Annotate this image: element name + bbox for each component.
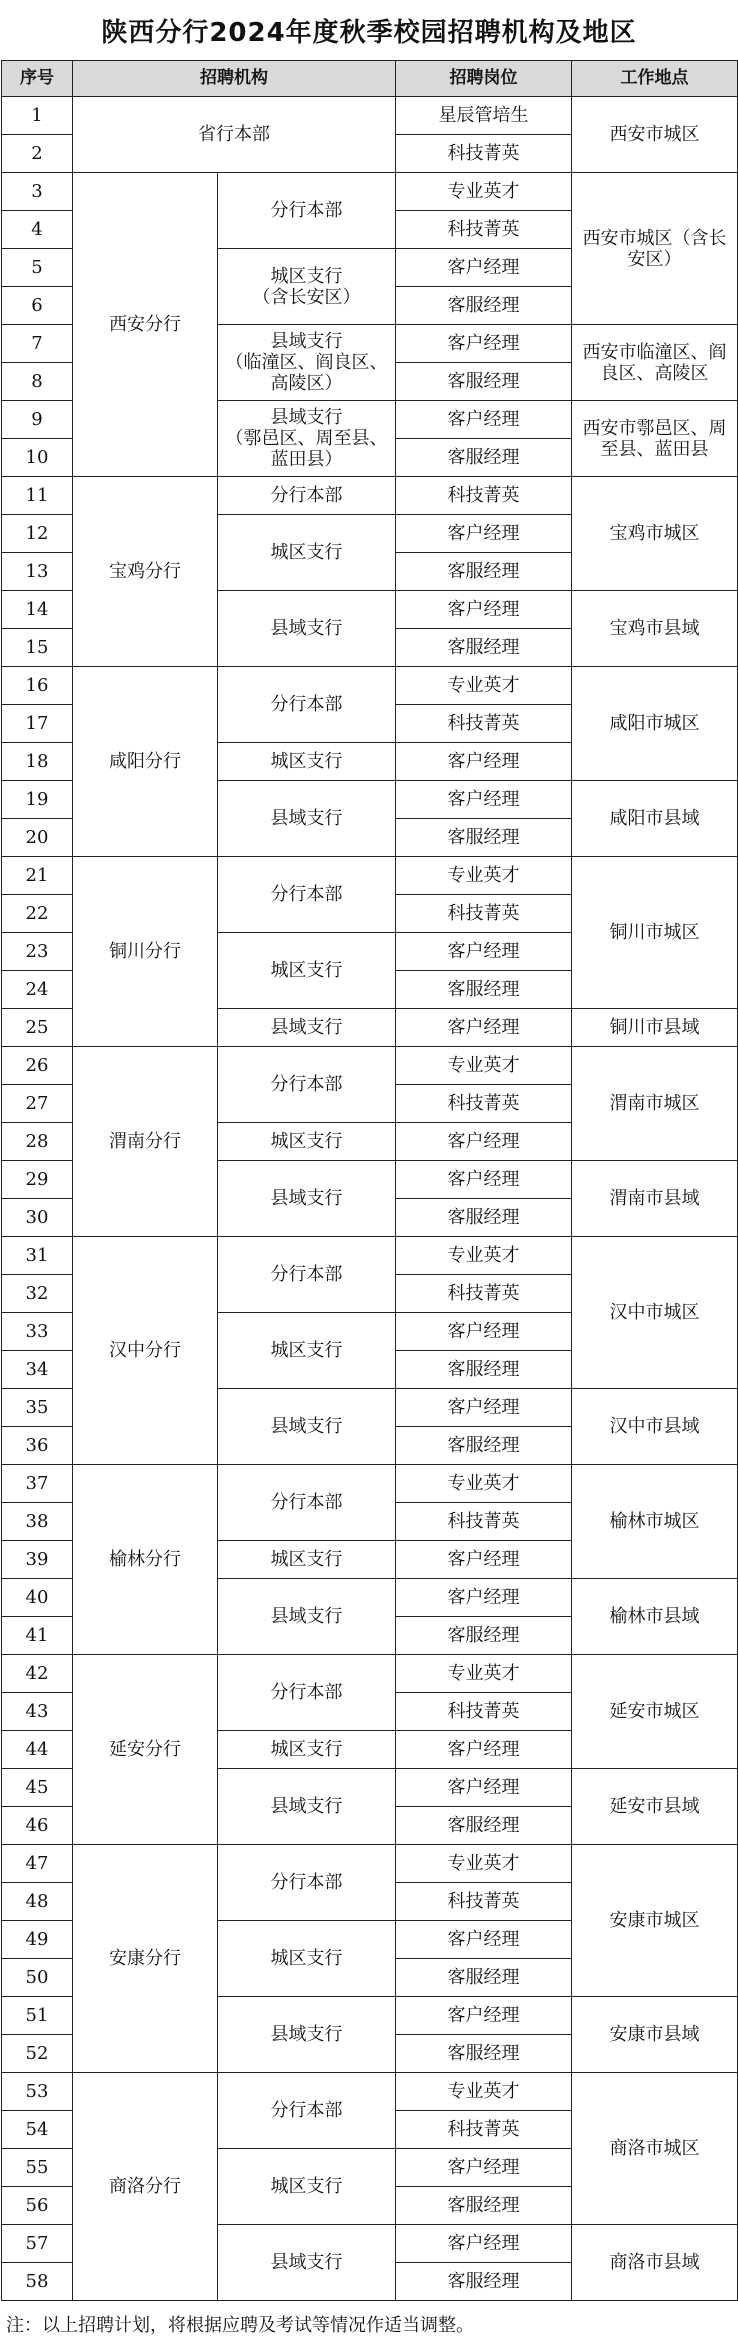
position-cell: 客户经理	[396, 1123, 572, 1161]
serial-number-cell: 19	[2, 781, 73, 819]
serial-number-cell: 28	[2, 1123, 73, 1161]
position-cell: 客户经理	[396, 515, 572, 553]
branch-cell: 汉中分行	[73, 1237, 218, 1465]
table-row	[2, 173, 738, 211]
sub-organization-cell: 县域支行	[218, 1161, 396, 1237]
serial-number-cell: 4	[2, 211, 73, 249]
sub-organization-cell: 分行本部	[218, 1237, 396, 1313]
serial-number-cell: 49	[2, 1921, 73, 1959]
sub-organization-cell: 分行本部	[218, 1655, 396, 1731]
serial-number-cell: 5	[2, 249, 73, 287]
position-cell: 客服经理	[396, 439, 572, 477]
position-cell: 专业英才	[396, 857, 572, 895]
position-cell: 客服经理	[396, 2263, 572, 2301]
location-cell: 汉中市城区	[572, 1237, 738, 1389]
position-cell: 客户经理	[396, 1009, 572, 1047]
position-cell: 科技菁英	[396, 1693, 572, 1731]
sub-organization-cell: 县域支行	[218, 1579, 396, 1655]
position-cell: 客户经理	[396, 743, 572, 781]
branch-cell: 西安分行	[73, 173, 218, 477]
table-row	[2, 97, 738, 135]
position-cell: 客户经理	[396, 781, 572, 819]
position-cell: 客户经理	[396, 1541, 572, 1579]
serial-number-cell: 10	[2, 439, 73, 477]
serial-number-cell: 39	[2, 1541, 73, 1579]
table-row	[2, 667, 738, 705]
sub-organization-cell: 县域支行	[218, 1389, 396, 1465]
position-cell: 客户经理	[396, 933, 572, 971]
page-title: 陕西分行2024年度秋季校园招聘机构及地区	[101, 17, 637, 48]
position-cell: 客服经理	[396, 819, 572, 857]
serial-number-cell: 31	[2, 1237, 73, 1275]
position-cell: 客服经理	[396, 553, 572, 591]
sub-organization-cell: 分行本部	[218, 1845, 396, 1921]
sub-organization-cell: 分行本部	[218, 1465, 396, 1541]
location-cell: 西安市城区（含长安区）	[572, 173, 738, 325]
serial-number-cell: 20	[2, 819, 73, 857]
table-row	[2, 1237, 738, 1275]
position-cell: 科技菁英	[396, 1503, 572, 1541]
position-cell: 客服经理	[396, 629, 572, 667]
sub-organization-cell: 县域支行	[218, 1009, 396, 1047]
position-cell: 专业英才	[396, 667, 572, 705]
position-cell: 客户经理	[396, 1997, 572, 2035]
location-cell: 安康市县域	[572, 1997, 738, 2073]
serial-number-cell: 11	[2, 477, 73, 515]
serial-number-cell: 42	[2, 1655, 73, 1693]
serial-number-cell: 56	[2, 2187, 73, 2225]
sub-organization-cell: 城区支行	[218, 743, 396, 781]
sub-organization-cell: 城区支行	[218, 1123, 396, 1161]
sub-organization-cell: 城区支行	[218, 1731, 396, 1769]
sub-organization-cell: 县域支行	[218, 1997, 396, 2073]
serial-number-cell: 27	[2, 1085, 73, 1123]
serial-number-cell: 22	[2, 895, 73, 933]
serial-number-cell: 58	[2, 2263, 73, 2301]
location-cell: 商洛市城区	[572, 2073, 738, 2225]
serial-number-cell: 34	[2, 1351, 73, 1389]
location-cell: 延安市城区	[572, 1655, 738, 1769]
sub-organization-cell: 县域支行	[218, 1769, 396, 1845]
sub-organization-cell: 分行本部	[218, 173, 396, 249]
sub-organization-cell: 分行本部	[218, 857, 396, 933]
location-cell: 西安市城区	[572, 97, 738, 173]
table-row	[2, 1047, 738, 1085]
serial-number-cell: 15	[2, 629, 73, 667]
position-cell: 客服经理	[396, 2187, 572, 2225]
sub-organization-cell: 县域支行 （临潼区、阎良区、 高陵区）	[218, 325, 396, 401]
table-row	[2, 2073, 738, 2111]
footnote: 注：以上招聘计划，将根据应聘及考试等情况作适当调整。	[6, 2315, 474, 2336]
serial-number-cell: 2	[2, 135, 73, 173]
serial-number-cell: 50	[2, 1959, 73, 1997]
header-recruiting-organization: 招聘机构	[73, 61, 396, 97]
serial-number-cell: 46	[2, 1807, 73, 1845]
serial-number-cell: 9	[2, 401, 73, 439]
serial-number-cell: 8	[2, 363, 73, 401]
branch-cell: 安康分行	[73, 1845, 218, 2073]
position-cell: 客户经理	[396, 325, 572, 363]
serial-number-cell: 7	[2, 325, 73, 363]
position-cell: 客服经理	[396, 1959, 572, 1997]
sub-organization-cell: 分行本部	[218, 1047, 396, 1123]
position-cell: 客服经理	[396, 363, 572, 401]
sub-organization-cell: 城区支行	[218, 1313, 396, 1389]
position-cell: 客户经理	[396, 2149, 572, 2187]
sub-organization-cell: 城区支行	[218, 515, 396, 591]
position-cell: 科技菁英	[396, 895, 572, 933]
serial-number-cell: 47	[2, 1845, 73, 1883]
location-cell: 汉中市县域	[572, 1389, 738, 1465]
position-cell: 科技菁英	[396, 477, 572, 515]
serial-number-cell: 54	[2, 2111, 73, 2149]
location-cell: 西安市鄠邑区、周至县、蓝田县	[572, 401, 738, 477]
position-cell: 客户经理	[396, 1731, 572, 1769]
sub-organization-cell: 分行本部	[218, 667, 396, 743]
serial-number-cell: 57	[2, 2225, 73, 2263]
position-cell: 专业英才	[396, 1047, 572, 1085]
header-serial-number: 序号	[2, 61, 73, 97]
location-cell: 宝鸡市县域	[572, 591, 738, 667]
sub-organization-cell: 县域支行	[218, 781, 396, 857]
table-row	[2, 1845, 738, 1883]
serial-number-cell: 44	[2, 1731, 73, 1769]
branch-cell: 渭南分行	[73, 1047, 218, 1237]
sub-organization-cell: 县域支行	[218, 591, 396, 667]
serial-number-cell: 14	[2, 591, 73, 629]
location-cell: 榆林市县域	[572, 1579, 738, 1655]
location-cell: 西安市临潼区、阎良区、高陵区	[572, 325, 738, 401]
position-cell: 专业英才	[396, 1655, 572, 1693]
serial-number-cell: 51	[2, 1997, 73, 2035]
table-body	[2, 97, 738, 2301]
position-cell: 客服经理	[396, 1617, 572, 1655]
branch-cell: 榆林分行	[73, 1465, 218, 1655]
serial-number-cell: 1	[2, 97, 73, 135]
location-cell: 咸阳市县域	[572, 781, 738, 857]
serial-number-cell: 43	[2, 1693, 73, 1731]
sub-organization-cell: 城区支行	[218, 2149, 396, 2225]
serial-number-cell: 41	[2, 1617, 73, 1655]
position-cell: 客户经理	[396, 591, 572, 629]
position-cell: 客服经理	[396, 1351, 572, 1389]
location-cell: 商洛市县域	[572, 2225, 738, 2301]
location-cell: 渭南市县域	[572, 1161, 738, 1237]
location-cell: 宝鸡市城区	[572, 477, 738, 591]
serial-number-cell: 52	[2, 2035, 73, 2073]
sub-organization-cell: 城区支行	[218, 1921, 396, 1997]
position-cell: 科技菁英	[396, 705, 572, 743]
serial-number-cell: 33	[2, 1313, 73, 1351]
branch-cell: 咸阳分行	[73, 667, 218, 857]
position-cell: 客户经理	[396, 1161, 572, 1199]
position-cell: 客服经理	[396, 1199, 572, 1237]
position-cell: 客户经理	[396, 1769, 572, 1807]
location-cell: 榆林市城区	[572, 1465, 738, 1579]
position-cell: 科技菁英	[396, 1085, 572, 1123]
table-row	[2, 1655, 738, 1693]
serial-number-cell: 13	[2, 553, 73, 591]
serial-number-cell: 17	[2, 705, 73, 743]
serial-number-cell: 3	[2, 173, 73, 211]
location-cell: 渭南市城区	[572, 1047, 738, 1161]
position-cell: 专业英才	[396, 1237, 572, 1275]
location-cell: 铜川市县域	[572, 1009, 738, 1047]
sub-organization-cell: 城区支行	[218, 1541, 396, 1579]
serial-number-cell: 32	[2, 1275, 73, 1313]
position-cell: 客户经理	[396, 2225, 572, 2263]
serial-number-cell: 53	[2, 2073, 73, 2111]
position-cell: 科技菁英	[396, 2111, 572, 2149]
recruitment-table	[1, 60, 738, 2301]
header-work-location: 工作地点	[572, 61, 738, 97]
serial-number-cell: 24	[2, 971, 73, 1009]
position-cell: 客户经理	[396, 1313, 572, 1351]
location-cell: 咸阳市城区	[572, 667, 738, 781]
location-cell: 延安市县域	[572, 1769, 738, 1845]
serial-number-cell: 21	[2, 857, 73, 895]
table-row	[2, 857, 738, 895]
position-cell: 专业英才	[396, 1465, 572, 1503]
serial-number-cell: 40	[2, 1579, 73, 1617]
serial-number-cell: 48	[2, 1883, 73, 1921]
serial-number-cell: 55	[2, 2149, 73, 2187]
position-cell: 客服经理	[396, 971, 572, 1009]
position-cell: 专业英才	[396, 173, 572, 211]
position-cell: 客户经理	[396, 1389, 572, 1427]
branch-cell: 铜川分行	[73, 857, 218, 1047]
position-cell: 科技菁英	[396, 135, 572, 173]
position-cell: 科技菁英	[396, 1275, 572, 1313]
serial-number-cell: 26	[2, 1047, 73, 1085]
serial-number-cell: 35	[2, 1389, 73, 1427]
branch-cell: 商洛分行	[73, 2073, 218, 2301]
branch-cell: 省行本部	[73, 97, 396, 173]
serial-number-cell: 38	[2, 1503, 73, 1541]
position-cell: 客服经理	[396, 2035, 572, 2073]
serial-number-cell: 25	[2, 1009, 73, 1047]
serial-number-cell: 18	[2, 743, 73, 781]
sub-organization-cell: 分行本部	[218, 2073, 396, 2149]
table-header-row	[2, 61, 738, 97]
serial-number-cell: 36	[2, 1427, 73, 1465]
serial-number-cell: 29	[2, 1161, 73, 1199]
sub-organization-cell: 县域支行 （鄠邑区、周至县、 蓝田县）	[218, 401, 396, 477]
table-row	[2, 477, 738, 515]
position-cell: 客户经理	[396, 401, 572, 439]
serial-number-cell: 12	[2, 515, 73, 553]
serial-number-cell: 37	[2, 1465, 73, 1503]
sub-organization-cell: 县域支行	[218, 2225, 396, 2301]
position-cell: 客服经理	[396, 1807, 572, 1845]
position-cell: 客服经理	[396, 1427, 572, 1465]
position-cell: 专业英才	[396, 2073, 572, 2111]
serial-number-cell: 16	[2, 667, 73, 705]
sub-organization-cell: 城区支行 （含长安区）	[218, 249, 396, 325]
position-cell: 星辰管培生	[396, 97, 572, 135]
position-cell: 客服经理	[396, 287, 572, 325]
sub-organization-cell: 分行本部	[218, 477, 396, 515]
serial-number-cell: 6	[2, 287, 73, 325]
serial-number-cell: 23	[2, 933, 73, 971]
location-cell: 安康市城区	[572, 1845, 738, 1997]
position-cell: 科技菁英	[396, 211, 572, 249]
sub-organization-cell: 城区支行	[218, 933, 396, 1009]
branch-cell: 延安分行	[73, 1655, 218, 1845]
serial-number-cell: 30	[2, 1199, 73, 1237]
table-row	[2, 1465, 738, 1503]
position-cell: 客户经理	[396, 1579, 572, 1617]
position-cell: 客户经理	[396, 249, 572, 287]
serial-number-cell: 45	[2, 1769, 73, 1807]
location-cell: 铜川市城区	[572, 857, 738, 1009]
position-cell: 专业英才	[396, 1845, 572, 1883]
position-cell: 科技菁英	[396, 1883, 572, 1921]
branch-cell: 宝鸡分行	[73, 477, 218, 667]
position-cell: 客户经理	[396, 1921, 572, 1959]
header-recruiting-position: 招聘岗位	[396, 61, 572, 97]
